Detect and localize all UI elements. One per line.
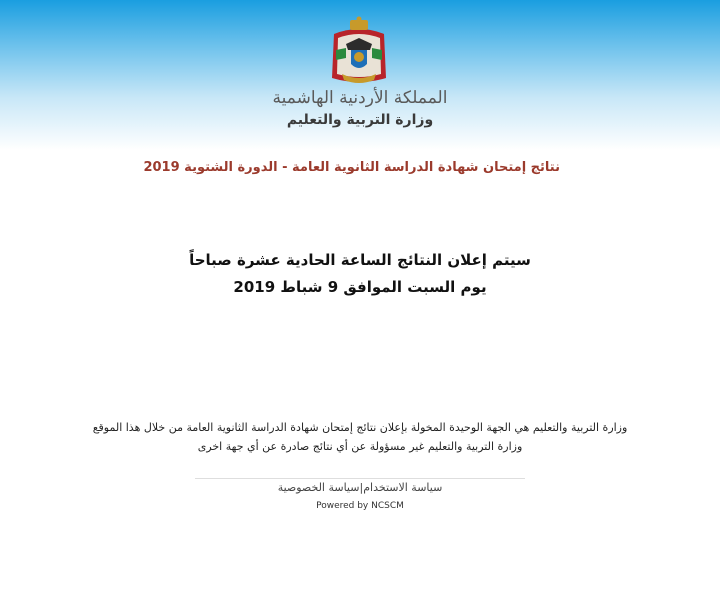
announcement-date: يوم السبت الموافق 9 شباط 2019 (233, 278, 487, 296)
results-title: نتائج إمتحان شهادة الدراسة الثانوية العامة - الدورة الشتوية 2019 (143, 160, 560, 175)
footer-links (200, 481, 520, 494)
footer-divider (195, 478, 525, 479)
coat-of-arms-icon (330, 16, 388, 86)
ministry-name: وزارة التربية والتعليم (286, 112, 434, 128)
announcement-time: سيتم إعلان النتائج الساعة الحادية عشرة صباحاً (189, 251, 531, 269)
terms-of-use-link[interactable]: سياسة الاستخدام (363, 481, 443, 494)
footer-separator: | (359, 481, 364, 494)
powered-by: Powered by NCSCM (316, 501, 404, 511)
disclaimer-line-1: وزارة التربية والتعليم هي الجهة الوحيدة المخولة بإعلان نتائج إمتحان شهادة الدراسة الثانوية العامة من خلال هذا الموقع (92, 421, 628, 434)
disclaimer-line-2: وزارة التربية والتعليم غير مسؤولة عن أي نتائج صادرة عن أي جهة اخرى (197, 440, 523, 453)
kingdom-name: المملكة الأردنية الهاشمية (272, 88, 448, 108)
privacy-policy-link[interactable]: سياسة الخصوصية (277, 481, 360, 494)
